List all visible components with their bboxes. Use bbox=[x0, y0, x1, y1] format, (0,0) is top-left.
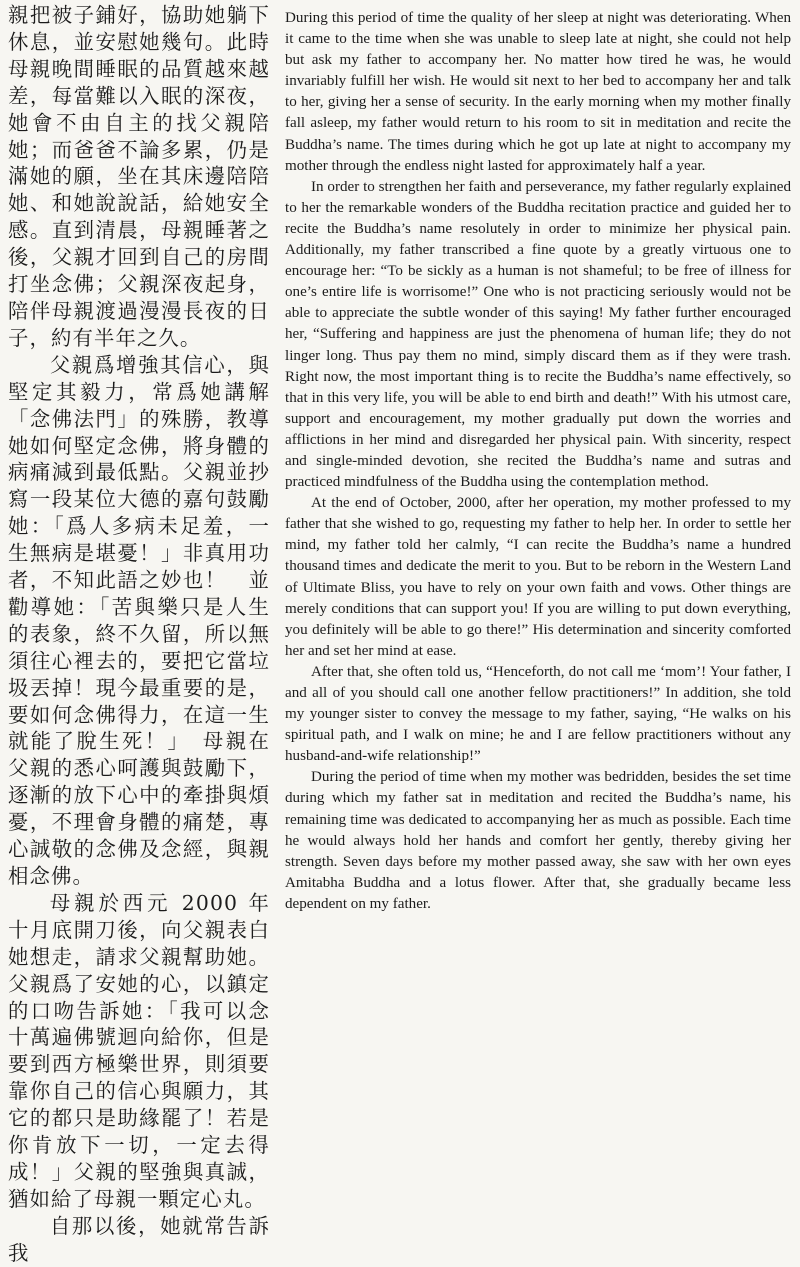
english-paragraph-3: At the end of October, 2000, after her operation, my mother professed to my father that she wished to go, requesting my father to help her. In order to settle her mind, my father told her calmly, “I can recite the Buddha’s name a hundred thousand times and dedicate the merit to you. But to be reborn in the Western Land of Ultimate Bliss, you have to rely on your own faith and vows. Other things are merely conditions that can support you! If you are willing to put down everything, you definitely will be able to go there!” His determination and sincerity comforted her and set her mind at ease. bbox=[285, 495, 791, 659]
chinese-paragraph-1: 親把被子鋪好，協助她躺下休息，並安慰她幾句。此時母親晚間睡眠的品質越來越差，每當難以入眠的深夜，她會不由自主的找父親陪她；而爸爸不論多累，仍是滿她的願，坐在其床邊陪陪她、和她說說話，給她安全感。直到清晨，母親睡著之後，父親才回到自己的房間打坐念佛；父親深夜起身，陪伴母親渡過漫漫長夜的日子，約有半年之久。 bbox=[8, 3, 270, 350]
chinese-paragraph-4: 自那以後，她就常告訴我 bbox=[8, 1213, 270, 1265]
english-paragraph-4: After that, she often told us, “Henceforth, do not call me ‘mom’! Your father, I and all of you should call one another fellow practitioners!” In addition, she told my younger sister to convey the message to my father, saying, “He walks on his spiritual path, and I walk on mine; he and I are fellow practitioners without any husband-and-wife relationship!” bbox=[285, 663, 791, 765]
english-paragraph-5: During the period of time when my mother was bedridden, besides the set time during which my father sat in meditation and recited the Buddha’s name, his remaining time was dedicated to accompanying her as much as possible. Each time he would always hold her hands and comfort her gently, thereby giving her strength. Seven days before my mother passed away, she saw with her own eyes Amitabha Buddha and a lotus flower. After that, she gradually became less dependent on my father. bbox=[285, 769, 791, 912]
english-paragraph-1: During this period of time the quality of her sleep at night was deteriorating. When it came to the time when she was unable to sleep late at night, she could not help but ask my father to accompany her. No matter how tired he was, he would invariably fulfill her wish. He would sit next to her bed to accompany her and talk to her, giving her a sense of security. In the early morning when my mother finally fall asleep, my father would return to his room to sit in meditation and recite the Buddha’s name. The times during which he got up late at night to accompany my mother through the endless night lasted for approximately half a year. bbox=[285, 10, 791, 174]
english-text-column bbox=[285, 8, 791, 993]
english-paragraph-2: In order to strengthen her faith and perseverance, my father regularly explained to her the remarkable wonders of the Buddha recitation practice and guided her to recite the Buddha’s name resolutely in order to minimize her physical pain. Additionally, my father transcribed a fine quote by a greatly virtuous one to encourage her: “To be sickly as a human is not shameful; to be free of illness for one’s entire life is worrisome!” One who is not practicing seriously would not be able to appreciate the subtle wonder of this saying! My father further encouraged her, “Suffering and happiness are just the phenomena of human life; they do not linger long. Thus pay them no mind, simply discard them as if they were trash. Right now, the most important thing is to recite the Buddha’s name effectively, so that in this very life, you will be able to end birth and death!” With his utmost care, support and encouragement, my mother gradually put down the worries and afflictions in her mind and disregarded her physical pain. With sincerity, respect and single-minded devotion, she recited the Buddha’s name and sutras and practiced mindfulness of the Buddha using the contemplation method. bbox=[285, 178, 791, 491]
chinese-text-column bbox=[8, 2, 270, 1265]
chinese-paragraph-2: 父親爲增強其信心，與堅定其毅力，常爲她講解「念佛法門」的殊勝，教導她如何堅定念佛，將身體的病痛減到最低點。父親並抄寫一段某位大德的嘉句鼓勵她：「爲人多病未足羞，一生無病是堪憂！」非真用功者，不知此語之妙也！ 並勸導她：「苦與樂只是人生的表象，終不久留，所以無須往心裡去的，要把它當垃圾丟掉！現今最重要的是，要如何念佛得力，在這一生就能了脫生死！」 母親在父親的悉心呵護與鼓勵下，逐漸的放下心中的牽掛與煩憂，不理會身體的痛楚，專心誠敬的念佛及念經，與親相念佛。 bbox=[8, 352, 270, 888]
chinese-paragraph-3: 母親於西元 2000 年十月底開刀後，向父親表白她想走，請求父親幫助她。父親爲了安她的心，以鎮定的口吻告訴她：「我可以念十萬遍佛號迴向給你，但是要到西方極樂世界，則須要靠你自己的信心與願力，其它的都只是助緣罷了！若是你肯放下一切，一定去得成！」父親的堅強與真誠，猶如給了母親一顆定心丸。 bbox=[8, 890, 270, 1211]
